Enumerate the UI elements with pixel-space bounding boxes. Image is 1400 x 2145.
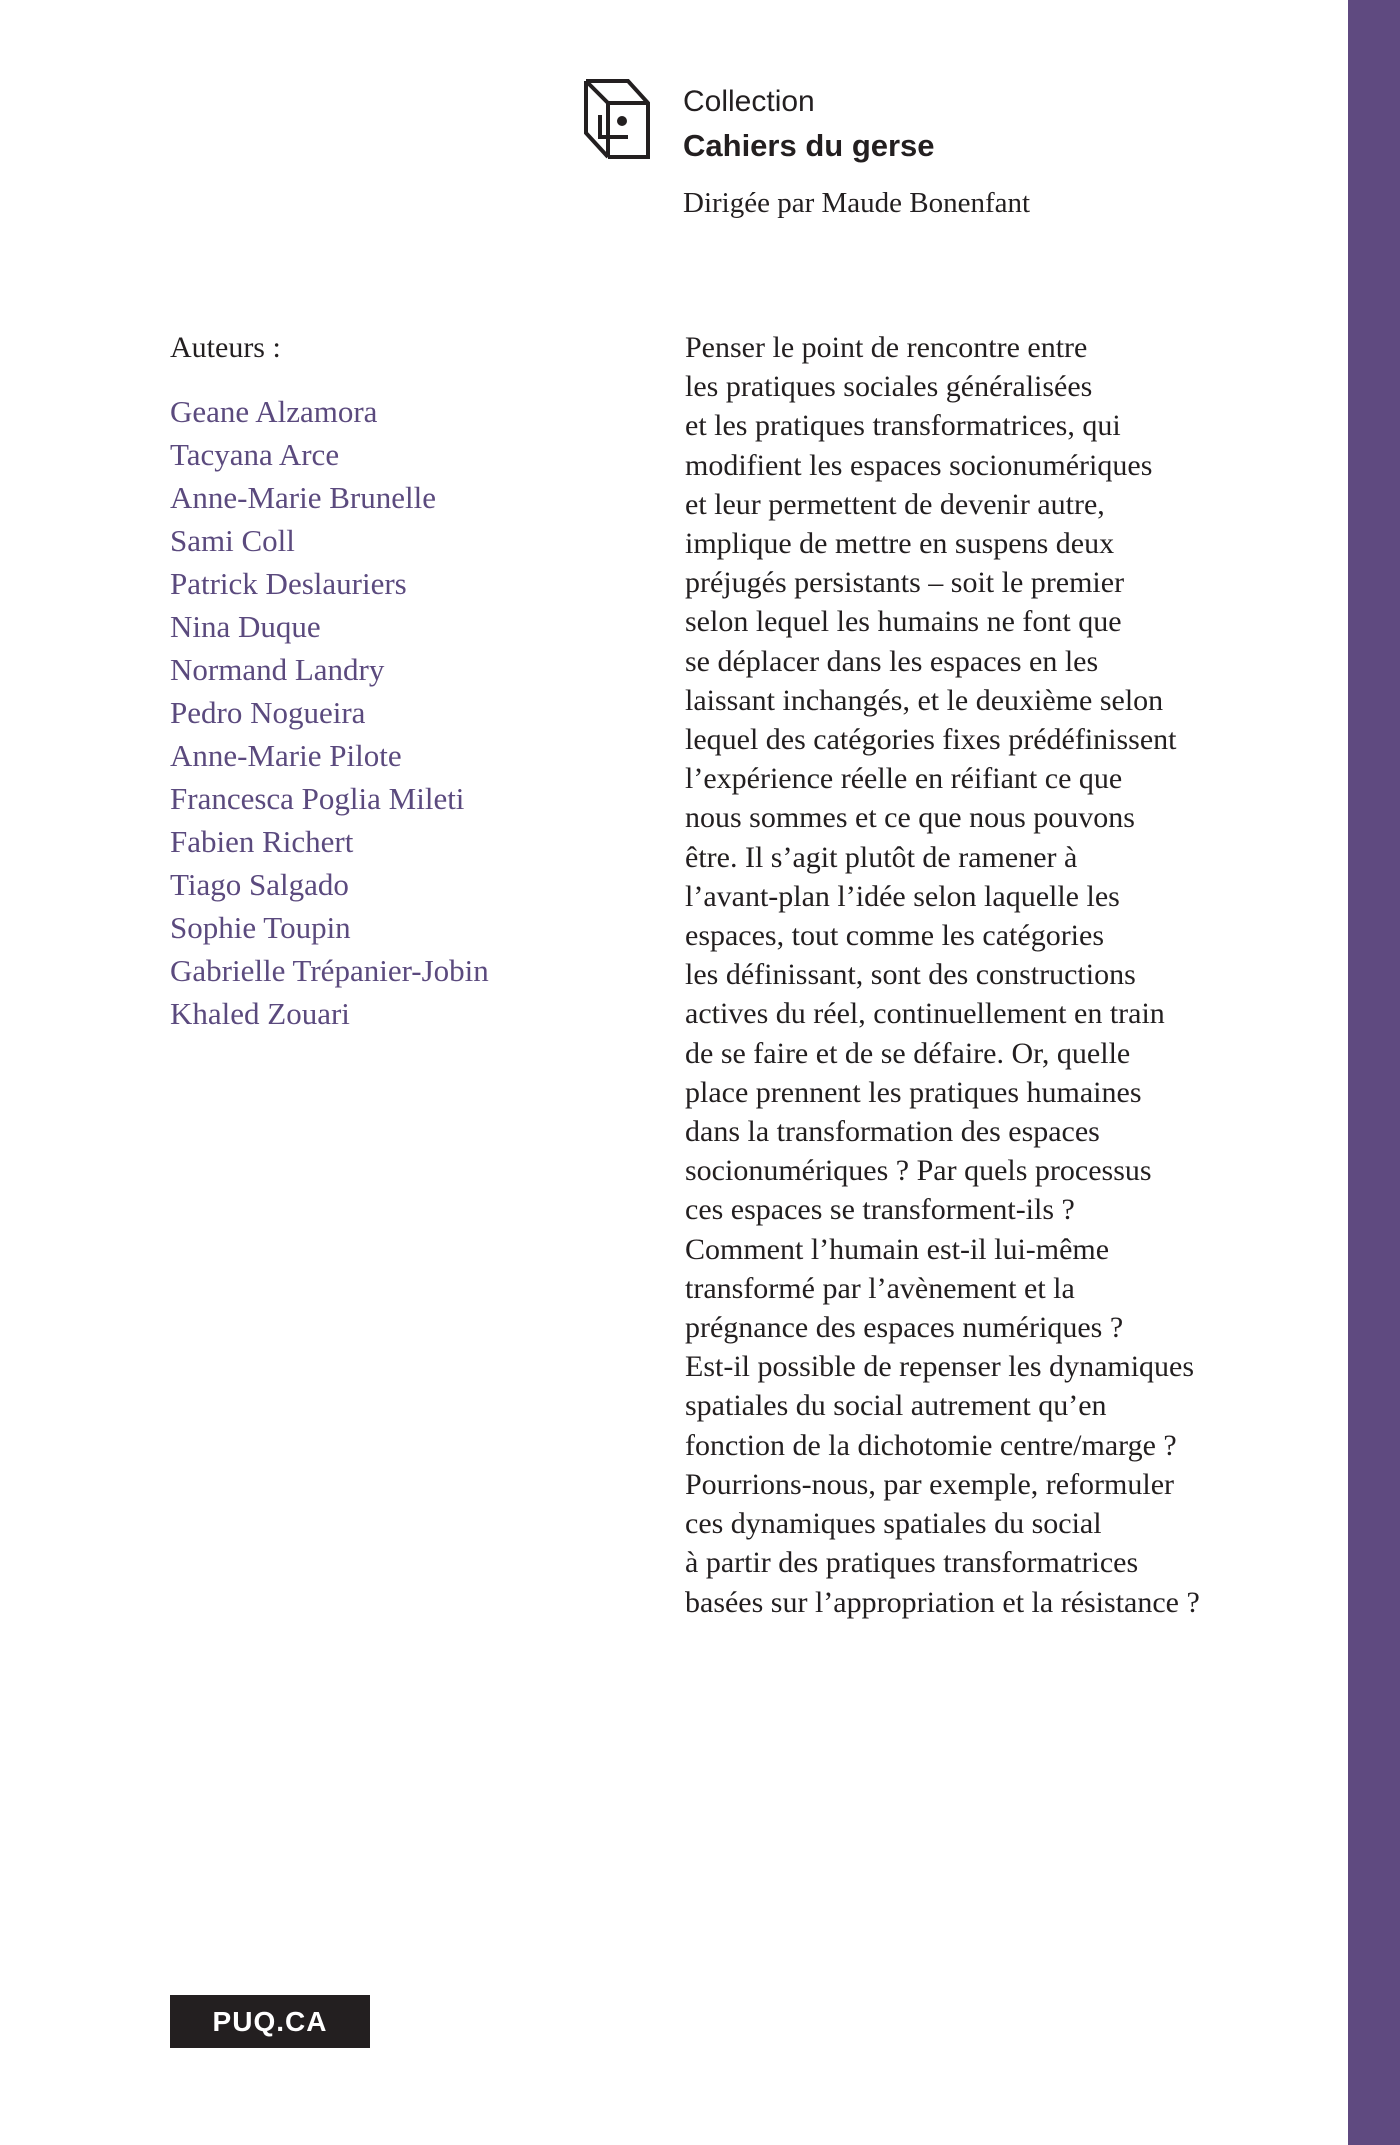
description-line: Comment l’humain est-il lui-même: [685, 1232, 1110, 1266]
description-line: actives du réel, continuellement en train: [685, 997, 1165, 1031]
collection-director: Dirigée par Maude Bonenfant: [683, 187, 1031, 219]
description-line: et leur permettent de devenir autre,: [685, 487, 1105, 521]
description-line: nous sommes et ce que nous pouvons: [685, 801, 1135, 835]
description-line: et les pratiques transformatrices, qui: [685, 409, 1121, 443]
description-line: de se faire et de se défaire. Or, quelle: [685, 1036, 1131, 1070]
description-line: Penser le point de rencontre entre: [685, 331, 1088, 364]
description-line: ces espaces se transforment-ils ?: [685, 1193, 1075, 1227]
description-line: Pourrions-nous, par exemple, reformuler: [685, 1467, 1175, 1501]
book-description: [685, 328, 1200, 1622]
description-line: Est-il possible de repenser les dynamiques: [685, 1350, 1195, 1384]
description-line: socionumériques ? Par quels processus: [685, 1154, 1152, 1188]
description-line: fonction de la dichotomie centre/marge ?: [685, 1428, 1177, 1462]
author-name: Fabien Richert: [170, 824, 354, 859]
description-line: ces dynamiques spatiales du social: [685, 1507, 1102, 1541]
author-name: Gabrielle Trépanier-Jobin: [170, 953, 489, 988]
description-line: laissant inchangés, et le deuxième selon: [685, 683, 1164, 717]
description-line: modifient les espaces socionumériques: [685, 448, 1153, 482]
author-name: Tacyana Arce: [170, 437, 340, 472]
description-line: les définissant, sont des constructions: [685, 958, 1136, 992]
description-line: implique de mettre en suspens deux: [685, 527, 1115, 561]
author-name: Pedro Nogueira: [170, 695, 366, 730]
author-name: Khaled Zouari: [170, 996, 350, 1031]
description-line: lequel des catégories fixes prédéfinissent: [685, 723, 1177, 757]
author-name: Sophie Toupin: [170, 910, 351, 945]
description-line: l’avant-plan l’idée selon laquelle les: [685, 879, 1120, 913]
description-line: les pratiques sociales généralisées: [685, 370, 1093, 404]
publisher-badge: PUQ.CA: [170, 1995, 370, 2048]
description-line: être. Il s’agit plutôt de ramener à: [685, 840, 1078, 874]
description-line: préjugés persistants – soit le premier: [685, 566, 1125, 600]
author-name: Nina Duque: [170, 609, 321, 644]
author-name: Normand Landry: [170, 652, 385, 687]
description-line: prégnance des espaces numériques ?: [685, 1311, 1124, 1345]
purple-side-band: [1348, 0, 1400, 2145]
collection-label: Collection: [683, 85, 815, 118]
authors-heading: Auteurs :: [170, 331, 281, 364]
author-name: Patrick Deslauriers: [170, 566, 407, 601]
author-name: Geane Alzamora: [170, 394, 378, 429]
collection-name: Cahiers du gerse: [683, 128, 935, 163]
description-line: spatiales du social autrement qu’en: [685, 1389, 1107, 1423]
author-name: Tiago Salgado: [170, 867, 349, 902]
description-line: basées sur l’appropriation et la résistance ?: [685, 1585, 1200, 1619]
description-line: à partir des pratiques transformatrices: [685, 1546, 1139, 1580]
description-line: espaces, tout comme les catégories: [685, 919, 1105, 953]
authors-list: [170, 390, 489, 1035]
description-line: se déplacer dans les espaces en les: [685, 644, 1099, 678]
author-name: Francesca Poglia Mileti: [170, 781, 465, 816]
description-line: l’expérience réelle en réifiant ce que: [685, 762, 1123, 796]
description-line: transformé par l’avènement et la: [685, 1271, 1075, 1305]
description-line: dans la transformation des espaces: [685, 1115, 1100, 1149]
description-line: selon lequel les humains ne font que: [685, 605, 1122, 639]
gerse-cube-logo-icon: [582, 75, 652, 161]
author-name: Anne-Marie Pilote: [170, 738, 402, 773]
description-line: place prennent les pratiques humaines: [685, 1075, 1142, 1109]
author-name: Anne-Marie Brunelle: [170, 480, 436, 515]
author-name: Sami Coll: [170, 523, 295, 558]
